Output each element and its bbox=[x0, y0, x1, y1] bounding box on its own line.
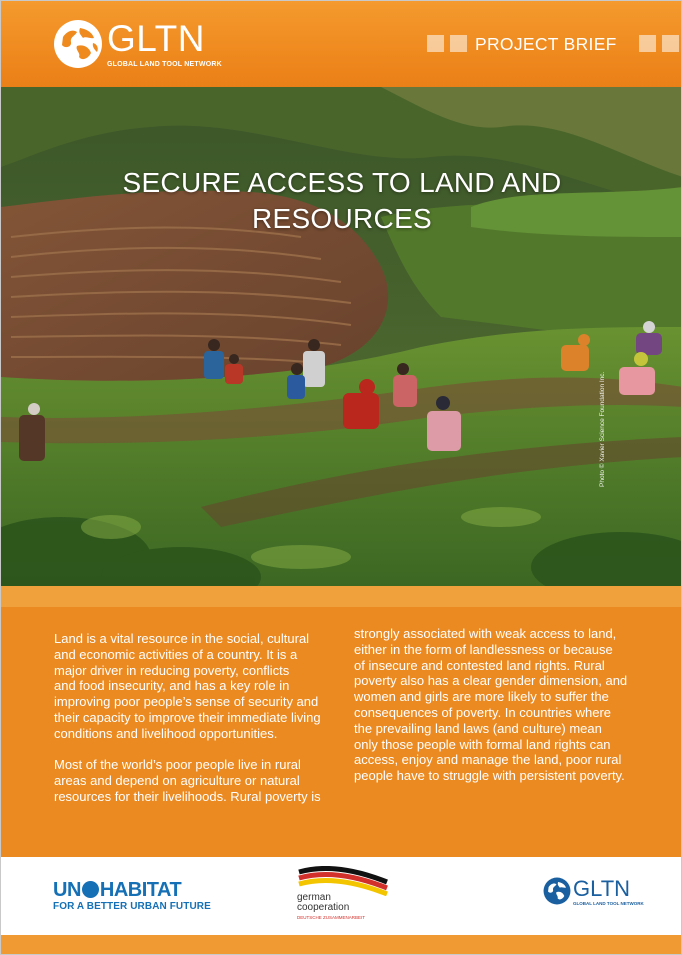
habitat-text: HABITAT bbox=[99, 879, 182, 901]
text-line: Land is a vital resource in the social, cultural bbox=[54, 631, 310, 646]
gltn-footer-wordmark: GLTN bbox=[573, 876, 631, 901]
title-line-1: SECURE ACCESS TO LAND AND bbox=[122, 167, 562, 198]
gltn-footer-subtitle: GLOBAL LAND TOOL NETWORK bbox=[573, 901, 644, 906]
text-line: of insecure and contested land rights. Rural bbox=[354, 657, 605, 673]
un-emblem-icon bbox=[82, 881, 99, 898]
paragraph bbox=[54, 757, 321, 804]
farm-field-image bbox=[1, 87, 682, 586]
globe-icon bbox=[53, 19, 103, 69]
un-habitat-wordmark bbox=[53, 879, 211, 901]
text-line: consequences of poverty. In countries where bbox=[354, 704, 612, 720]
text-line: either in the form of landlessness or because bbox=[354, 641, 613, 657]
un-habitat-tagline: FOR A BETTER URBAN FUTURE bbox=[53, 901, 211, 912]
logo-subtitle: GLOBAL LAND TOOL NETWORK bbox=[107, 61, 222, 68]
cover-photo bbox=[1, 87, 682, 586]
text-line: Most of the world’s poor people live in rural bbox=[54, 757, 301, 773]
body-column-1 bbox=[54, 631, 321, 821]
project-brief-label bbox=[427, 33, 682, 55]
title-line-2: RESOURCES bbox=[251, 203, 433, 234]
square-icon bbox=[639, 35, 656, 52]
text-line: only those people with formal land rights can bbox=[354, 736, 611, 752]
paragraph bbox=[54, 631, 321, 742]
text-line: improving poor people’s sense of security and bbox=[54, 694, 319, 710]
body-text-block bbox=[1, 607, 682, 857]
text-line: areas and depend on agriculture or natural bbox=[54, 773, 300, 789]
body-column-2 bbox=[354, 626, 627, 800]
globe-icon bbox=[543, 877, 571, 905]
partner-logos bbox=[1, 857, 682, 935]
cooperation-text: cooperation bbox=[297, 902, 350, 913]
text-line: access, enjoy and manage the land, poor rural bbox=[354, 752, 622, 768]
german-text: german bbox=[297, 892, 331, 903]
german-subtitle: DEUTSCHE ZUSAMMENARBEIT bbox=[297, 915, 366, 920]
text-line: conditions and livelihood opportunities. bbox=[54, 725, 278, 741]
square-icon bbox=[427, 35, 444, 52]
square-icon bbox=[450, 35, 467, 52]
header-banner bbox=[1, 1, 682, 87]
text-line: poverty also has a clear gender dimension, and bbox=[354, 673, 628, 689]
brief-label-text: PROJECT BRIEF bbox=[475, 34, 617, 54]
text-line: resources for their livelihoods. Rural poverty is bbox=[54, 788, 321, 804]
photo-credit: Photo © Xavier Science Foundation Inc. bbox=[599, 371, 606, 487]
un-habitat-logo bbox=[53, 879, 211, 912]
page-title bbox=[41, 165, 643, 237]
text-line: major driver in reducing poverty, conflicts bbox=[54, 662, 290, 678]
un-text: UN bbox=[53, 879, 81, 901]
bottom-strip bbox=[1, 935, 682, 955]
square-icon bbox=[662, 35, 679, 52]
text-line: the prevailing land laws (and culture) mean bbox=[354, 720, 602, 736]
gltn-footer-logo bbox=[543, 876, 644, 910]
text-line: their capacity to improve their immediate living bbox=[54, 709, 321, 725]
divider-strip bbox=[1, 586, 682, 607]
text-line: women and girls are more likely to suffer the bbox=[354, 689, 609, 705]
text-line: people have to struggle with persistent poverty. bbox=[354, 768, 625, 784]
text-line: strongly associated with weak access to land, bbox=[354, 626, 617, 641]
logo-wordmark: GLTN bbox=[107, 18, 205, 59]
gltn-logo bbox=[53, 17, 223, 75]
text-line: and food insecurity, and has a key role in bbox=[54, 678, 290, 694]
german-cooperation-logo bbox=[297, 866, 397, 926]
paragraph bbox=[354, 626, 627, 784]
text-line: and economic activities of a country. It is a bbox=[54, 646, 298, 662]
